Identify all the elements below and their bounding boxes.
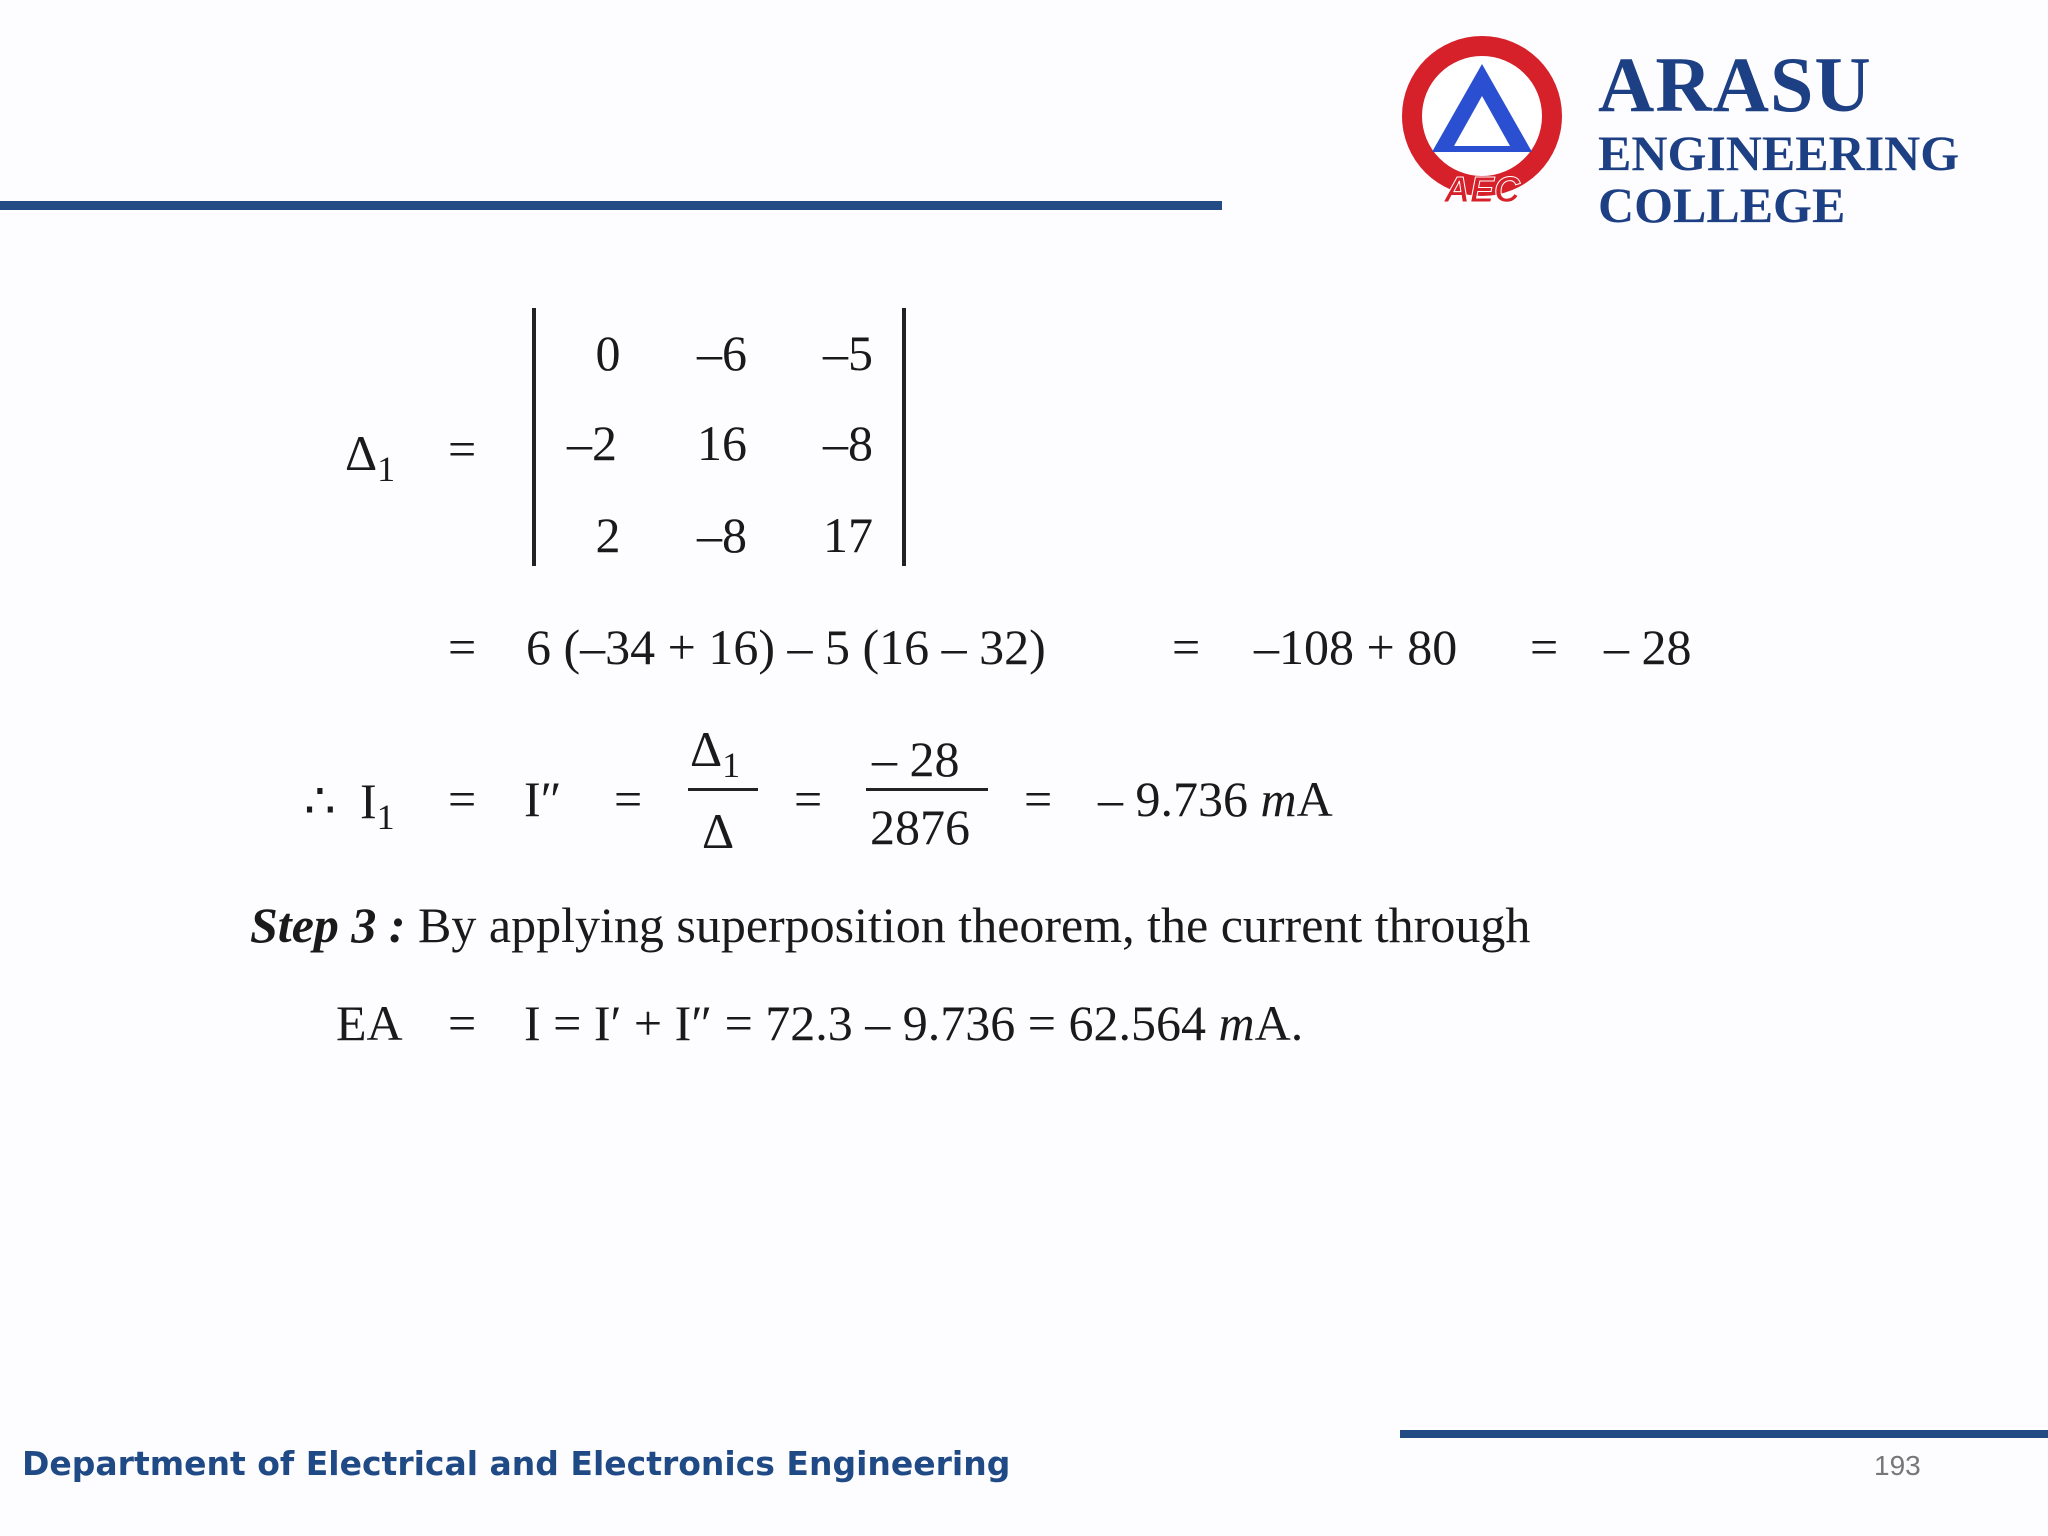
delta1-label xyxy=(345,425,396,489)
department-name: Department of Electrical and Electronics Engineering xyxy=(22,1444,1011,1483)
det-equals: = xyxy=(448,421,477,477)
matrix-cell: –6 xyxy=(697,325,747,381)
frac1-numerator xyxy=(690,721,741,785)
matrix-cell: 2 xyxy=(595,507,621,563)
therefore-symbol: ∴ xyxy=(304,773,336,829)
expansion-expression: 6 (–34 + 16) – 5 (16 – 32) xyxy=(526,619,1046,675)
college-name-logo xyxy=(1598,41,1960,233)
current-eq-2: = xyxy=(614,771,643,827)
current-value xyxy=(1098,771,1333,827)
expansion-equals-2: = xyxy=(1172,619,1201,675)
delta-subscript: 1 xyxy=(377,449,396,489)
matrix-cell: –8 xyxy=(697,507,747,563)
current-eq-3: = xyxy=(794,771,823,827)
expansion-equals: = xyxy=(448,619,477,675)
final-expr: I = I′ + I″ = 72.3 – 9.736 = 62.564 xyxy=(524,995,1207,1051)
current-i1 xyxy=(360,773,395,837)
final-expression xyxy=(524,995,1304,1051)
current-eq-1: = xyxy=(448,771,477,827)
step3-text: By applying superposition theorem, the current through xyxy=(418,897,1531,953)
expansion-partial: –108 + 80 xyxy=(1254,619,1458,675)
det-left-bar xyxy=(532,308,536,566)
expansion-result: – 28 xyxy=(1604,619,1692,675)
svg-text:AEC: AEC xyxy=(1443,169,1521,210)
footer-rule xyxy=(1400,1430,2048,1438)
matrix-cell: –8 xyxy=(823,415,873,471)
matrix-cell: –5 xyxy=(823,325,873,381)
college-name-line2: ENGINEERING xyxy=(1598,125,1960,181)
expansion-equals-3: = xyxy=(1530,619,1559,675)
frac1-denominator: Δ xyxy=(702,803,735,859)
current-unit: A xyxy=(1296,771,1333,827)
frac1-subscript: 1 xyxy=(722,745,741,785)
frac1-bar xyxy=(688,788,758,791)
matrix-cell: 16 xyxy=(697,415,747,471)
final-equals: = xyxy=(448,995,477,1051)
current-value-number: – 9.736 xyxy=(1098,771,1248,827)
current-i-double-prime: I″ xyxy=(524,771,562,827)
final-lhs: EA xyxy=(336,995,403,1051)
frac2-bar xyxy=(866,788,988,791)
college-name-line3: COLLEGE xyxy=(1598,177,1846,233)
current-unit-prefix: m xyxy=(1260,771,1297,827)
header-rule xyxy=(0,201,1222,210)
current-eq-4: = xyxy=(1024,771,1053,827)
matrix-cell: –2 xyxy=(567,415,617,471)
page-number: 193 xyxy=(1874,1450,1921,1481)
matrix-cell: 17 xyxy=(823,507,873,563)
frac2-numerator: – 28 xyxy=(872,731,960,787)
frac2-denominator: 2876 xyxy=(870,799,970,855)
current-symbol: I xyxy=(360,773,377,829)
final-unit-prefix: m xyxy=(1218,995,1255,1051)
delta-symbol: Δ xyxy=(345,425,378,481)
college-seal-logo xyxy=(1392,24,1582,214)
step3-label: Step 3 : xyxy=(250,897,406,953)
det-right-bar xyxy=(902,308,906,566)
college-name-line1: ARASU xyxy=(1598,41,1872,128)
final-unit: A. xyxy=(1254,995,1304,1051)
frac1-delta: Δ xyxy=(690,721,723,777)
matrix-cell: 0 xyxy=(595,325,621,381)
current-subscript: 1 xyxy=(376,797,395,837)
step3-line xyxy=(250,897,1531,953)
